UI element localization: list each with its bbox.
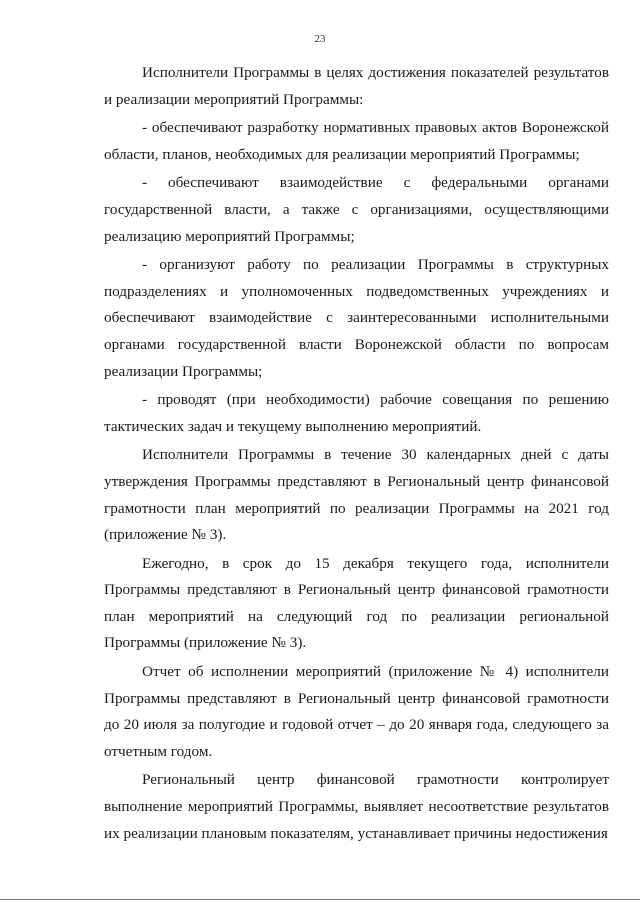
paragraph-control: Региональный центр финансовой грамотности контролирует выполнение мероприятий Программы, выявляет несоответствие результатов их реализации плановым показателям, устанавливает причины недостижения	[104, 771, 609, 842]
list-item-meetings: - проводят (при необходимости) рабочие совещания по решению тактических задач и текущему выполнению мероприятий.	[104, 391, 609, 435]
paragraph-annual-plan: Ежегодно, в срок до 15 декабря текущего года, исполнители Программы представляют в Региональный центр финансовой грамотности план мероприятий на следующий год по реализации региональной Программы (приложение № 3).	[104, 554, 609, 652]
page-bottom-edge	[0, 899, 640, 900]
document-body	[104, 60, 609, 847]
list-item-interaction-federal: - обеспечивают взаимодействие с федеральными органами государственной власти, а также с организациями, осуществляющими реализацию мероприятий Программы;	[104, 174, 609, 245]
page-number: 23	[314, 33, 326, 45]
paragraph-executors-goals: Исполнители Программы в целях достижения показателей результатов и реализации мероприятий Программы:	[104, 64, 609, 108]
paragraph-plan-30-days: Исполнители Программы в течение 30 календарных дней с даты утверждения Программы представляют в Региональный центр финансовой грамотности план мероприятий по реализации Программы на 2021 год (приложение № 3).	[104, 446, 609, 544]
list-item-normative-acts: - обеспечивают разработку нормативных правовых актов Воронежской области, планов, необходимых для реализации мероприятий Программы;	[104, 119, 609, 163]
list-item-organize-work: - организуют работу по реализации Программы в структурных подразделениях и уполномоченных подведомственных учреждениях и обеспечивают взаимодействие с заинтересованными исполнительными органами государственной власти Воронежской области по вопросам реализации Программы;	[104, 256, 609, 380]
paragraph-report: Отчет об исполнении мероприятий (приложение № 4) исполнители Программы представляют в Региональный центр финансовой грамотности до 20 июля за полугодие и годовой отчет – до 20 января года, следующего за отчетным годом.	[104, 663, 609, 760]
